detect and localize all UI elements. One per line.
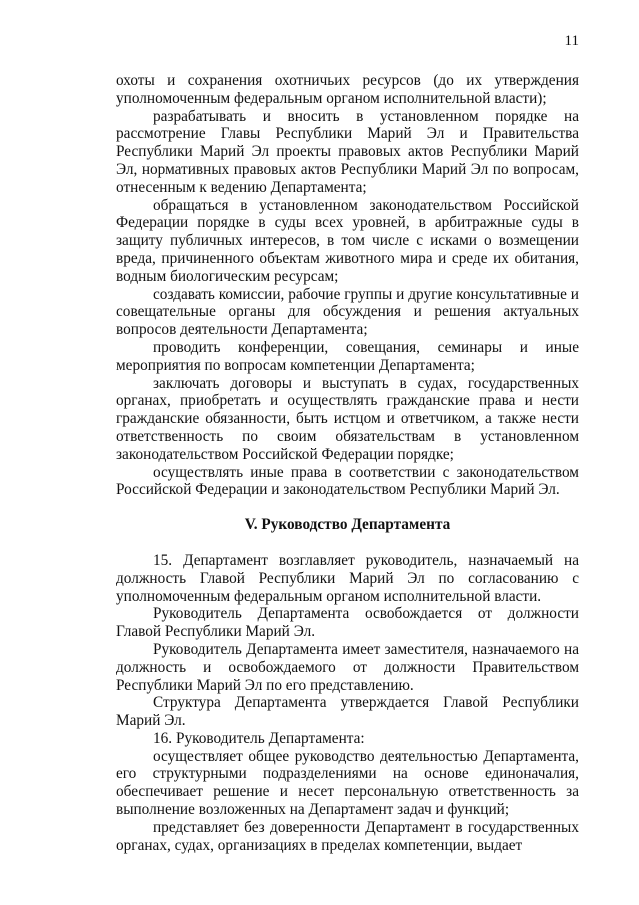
paragraph: проводить конференции, совещания, семинары и иные мероприятия по вопросам компетенции Департамента;: [116, 338, 579, 374]
paragraph: создавать комиссии, рабочие группы и другие консультативные и совещательные органы для обсуждения и решения актуальных вопросов деятельности Департамента;: [116, 285, 579, 339]
page-number: 11: [564, 33, 579, 49]
paragraph: обращаться в установленном законодательством Российской Федерации порядке в суды всех уровней, в арбитражные суды в защиту публичных интересов, в том числе с исками о возмещении вреда, причиненного объектам животного мира и среде их обитания, водным биологическим ресурсам;: [116, 196, 579, 285]
paragraph: осуществлять иные права в соответствии с законодательством Российской Федерации и законодательством Республики Марий Эл.: [116, 463, 579, 499]
paragraph: 15. Департамент возглавляет руководитель, назначаемый на должность Главой Республики Марий Эл по согласованию с уполномоченным федеральным органом исполнительной власти.: [116, 551, 579, 605]
section-heading: V. Руководство Департамента: [244, 516, 451, 534]
paragraph-truncated: представляет без доверенности Департамент в государственных органах, судах, организациях в пределах компетенции, выдает: [116, 818, 579, 854]
paragraph: осуществляет общее руководство деятельностью Департамента, его структурными подразделениями на основе единоначалия, обеспечивает решение и несет персональную ответственность за выполнение возложенных на Департамент задач и функций;: [116, 747, 579, 819]
paragraph: Руководитель Департамента освобождается от должности Главой Республики Марий Эл.: [116, 605, 579, 641]
paragraph: заключать договоры и выступать в судах, государственных органах, приобретать и осуществлять гражданские права и нести гражданские обязанности, быть истцом и ответчиком, а также нести ответственность по своим обязательствам в установленном законодательством Российской Федерации порядке;: [116, 374, 579, 463]
paragraph: разрабатывать и вносить в установленном порядке на рассмотрение Главы Республики Марий Эл и Правительства Республики Марий Эл проекты правовых актов Республики Марий Эл, нормативных правовых актов Республики Марий Эл по вопросам, отнесенным к ведению Департамента;: [116, 107, 579, 196]
paragraph: 16. Руководитель Департамента:: [153, 729, 365, 747]
paragraph: Структура Департамента утверждается Главой Республики Марий Эл.: [116, 694, 579, 730]
paragraph: Руководитель Департамента имеет заместителя, назначаемого на должность и освобождаемого от должности Правительством Республики Марий Эл по его представлению.: [116, 640, 579, 694]
document-body: [116, 72, 579, 854]
paragraph-continuation: охоты и сохранения охотничьих ресурсов (до их утверждения уполномоченным федеральным органом исполнительной власти);: [116, 72, 579, 107]
